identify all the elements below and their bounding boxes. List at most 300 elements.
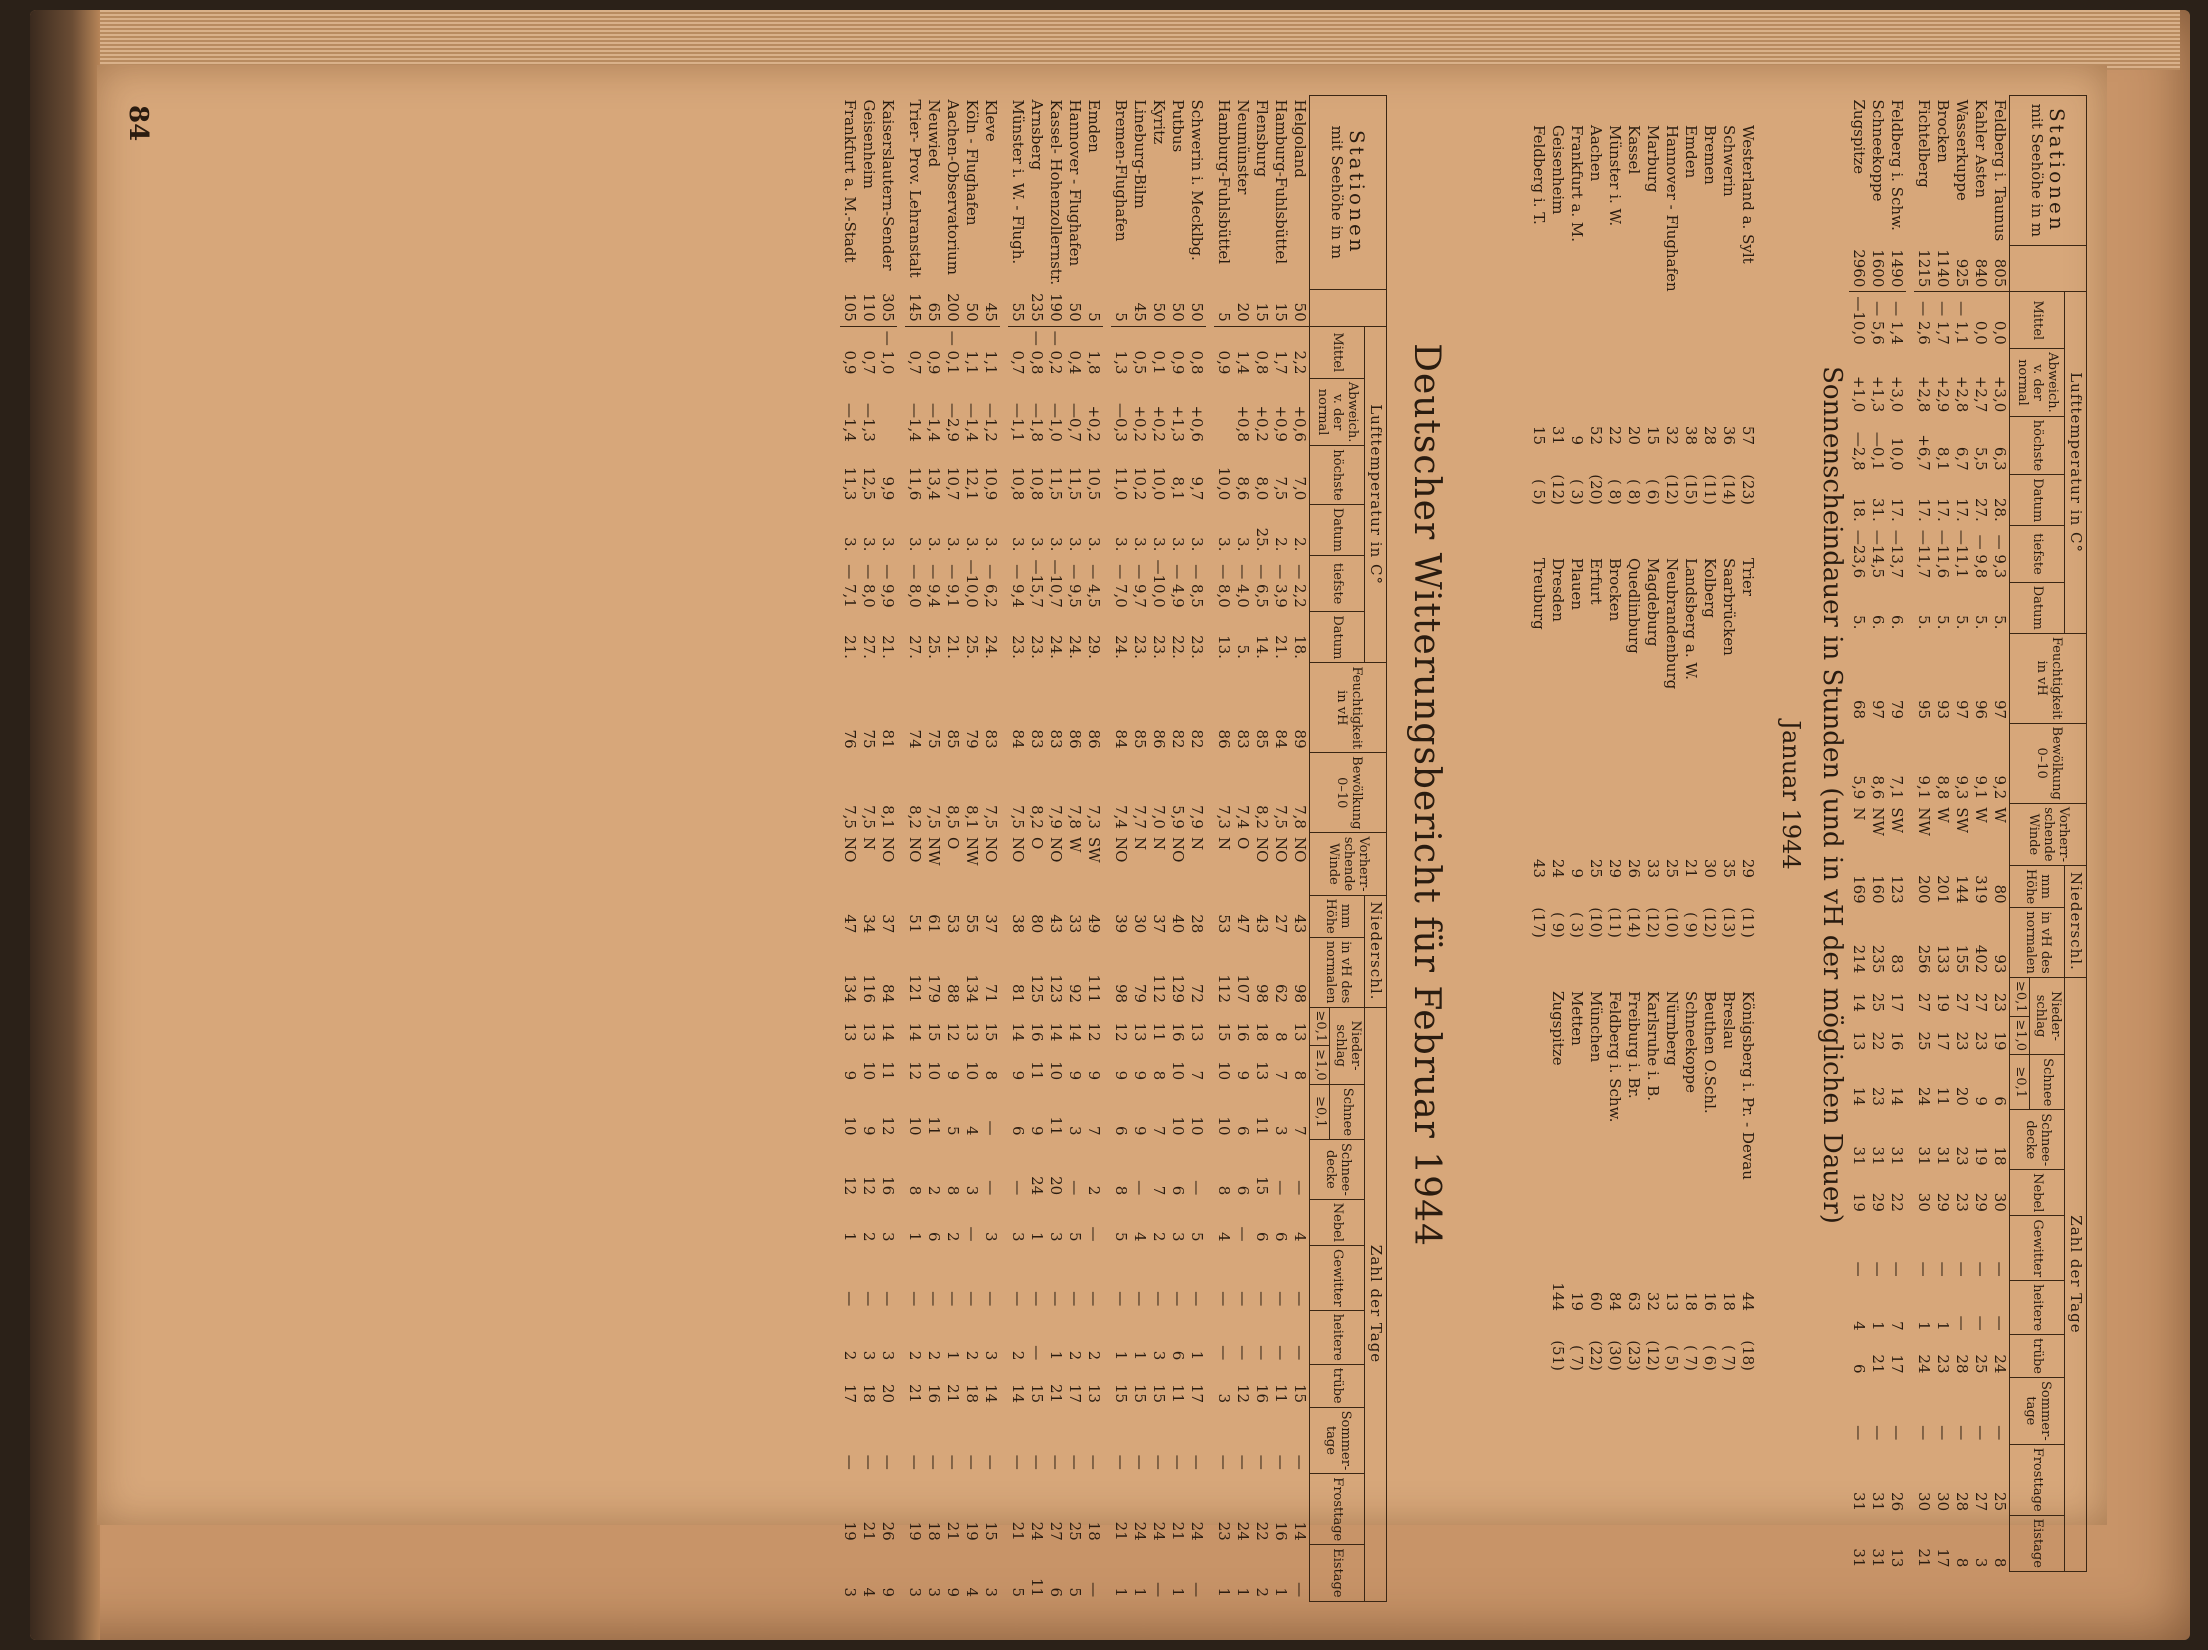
cell-eis: 3: [1971, 1557, 1990, 1568]
cell-name: Zugspitze: [1849, 99, 1868, 175]
cell-alt: 1490: [1887, 245, 1906, 292]
cell-mm: 169: [1849, 875, 1868, 904]
cell-s01: 11: [1933, 1086, 1952, 1106]
cell-cloud: 7,5: [840, 805, 859, 829]
cell-n10: 9: [1065, 1070, 1084, 1081]
cell-frost: 18: [1084, 1521, 1103, 1541]
cell-mm: 160: [1868, 875, 1887, 904]
cell-somm: —: [1271, 1454, 1290, 1470]
cell-somm: —: [840, 1454, 859, 1470]
sunshine-hours: 32: [1644, 1291, 1662, 1311]
cell-somm: —: [924, 1454, 943, 1470]
cell-maxd: 3.: [1149, 537, 1168, 552]
cell-wind: NO: [878, 836, 897, 863]
cell-n01: 18: [1252, 1022, 1271, 1042]
cell-heit: 1: [943, 1350, 962, 1361]
cell-frost: 30: [1933, 1492, 1952, 1512]
cell-n10: 7: [1187, 1070, 1206, 1081]
cell-s01: 3: [1271, 1125, 1290, 1136]
sunshine-row: [1681, 991, 1700, 1424]
sunshine-row: [1700, 558, 1719, 991]
cell-alt: 1215: [1914, 245, 1933, 292]
table-row: [1290, 96, 1310, 1602]
cell-schd: 8: [905, 1185, 924, 1196]
cell-abw: —1,3: [859, 403, 878, 442]
cell-hum: 93: [1933, 699, 1952, 720]
cell-mittel: — 2,6: [1914, 301, 1933, 345]
cell-frost: 24: [1187, 1521, 1206, 1541]
table-row: [1084, 96, 1103, 1602]
cell-n01: 13: [840, 1022, 859, 1042]
cell-alt: 65: [924, 289, 943, 326]
cell-mind: 27.: [905, 635, 924, 659]
cell-schd: —: [1008, 1180, 1027, 1196]
cell-cloud: 7,5: [924, 805, 943, 829]
cloud-header: Bewölkung 0–10: [2009, 723, 2086, 803]
sunshine-pct: (12): [1644, 1340, 1662, 1371]
cell-schd: 23: [1952, 1146, 1971, 1166]
cell-min: — 8,0: [859, 564, 878, 608]
cell-s01: 10: [1187, 1116, 1206, 1136]
cell-cloud: 8,6: [1868, 775, 1887, 800]
sunshine-row: [1529, 125, 1548, 558]
cell-gew: —: [943, 1291, 962, 1307]
cell-mittel: —10,0: [1849, 296, 1868, 345]
cell-name: Feldberg i. Taunus: [1990, 99, 2009, 242]
cell-max: 10,9: [981, 466, 1000, 501]
sunshine-pct: ( 6): [1701, 1344, 1719, 1371]
sunshine-hours: 52: [1587, 425, 1605, 445]
cell-wind: SW: [1887, 807, 1906, 834]
cell-n10: 16: [1887, 1031, 1906, 1051]
cell-abw: +2,8: [1952, 375, 1971, 413]
cell-alt: 925: [1952, 245, 1971, 292]
cell-abw: —1,4: [905, 403, 924, 442]
sunshine-row: [1548, 991, 1567, 1424]
cell-n01: 14: [1849, 992, 1868, 1012]
row-spacer: [1000, 96, 1008, 1602]
sunshine-column: [1529, 558, 1757, 991]
cell-gew: —: [1990, 1261, 2009, 1277]
cell-eis: 5: [1008, 1587, 1027, 1598]
cell-somm: —: [981, 1454, 1000, 1470]
sunshine-pct: ( 8): [1606, 478, 1624, 505]
cell-abw: +3,0: [1990, 375, 2009, 413]
cell-schd: 18: [1990, 1146, 2009, 1166]
cell-trueb: 3: [1214, 1393, 1233, 1404]
cell-nebel: 6: [924, 1231, 943, 1242]
cell-abw: +2,8: [1914, 375, 1933, 413]
cell-somm: —: [1046, 1454, 1065, 1470]
sunshine-pct: (11): [1606, 907, 1624, 938]
sunshine-name: Neubrandenburg: [1663, 558, 1681, 690]
cell-n01: 13: [1187, 1022, 1206, 1042]
cell-nebel: 2: [1149, 1231, 1168, 1242]
cell-s01: 24: [1914, 1086, 1933, 1106]
cell-frost: 26: [878, 1521, 897, 1541]
cell-hum: 75: [859, 729, 878, 749]
cell-s01: 14: [1849, 1086, 1868, 1106]
cell-schd: 12: [840, 1176, 859, 1196]
table-row: [1130, 96, 1149, 1602]
cell-abw: —1,8: [1027, 403, 1046, 442]
cell-mittel: 0,9: [1168, 350, 1187, 375]
cell-frost: 24: [1130, 1521, 1149, 1541]
sunshine-hours: 16: [1701, 1291, 1719, 1311]
cell-frost: 19: [962, 1521, 981, 1541]
cell-wind: N: [859, 836, 878, 851]
cell-frost: 21: [1008, 1521, 1027, 1541]
air-temp-header: Lufttemperatur in C°: [2064, 292, 2086, 633]
cell-maxd: 3.: [1214, 537, 1233, 552]
sunshine-name: Feldberg i. T.: [1530, 125, 1548, 225]
cell-maxd: 17.: [1914, 497, 1933, 522]
cell-cloud: 7,5: [1271, 805, 1290, 829]
sunshine-name: Trier: [1739, 558, 1757, 597]
sunshine-pct: (13): [1720, 907, 1738, 938]
cell-frost: 28: [1952, 1492, 1971, 1512]
sunshine-hours: 22: [1606, 425, 1624, 445]
cell-n01: 12: [943, 1022, 962, 1042]
cell-hum: 85: [1252, 729, 1271, 749]
cell-maxd: 2.: [1271, 537, 1290, 552]
cell-mm: 49: [1084, 914, 1103, 934]
cell-min: —10,0: [1149, 559, 1168, 608]
cell-gew: —: [840, 1291, 859, 1307]
table-row: [962, 96, 981, 1602]
sunshine-pct: ( 6): [1644, 478, 1662, 505]
cell-mm: 43: [1046, 914, 1065, 934]
cell-vh: 98: [1111, 983, 1130, 1004]
sunshine-name: Saarbrücken: [1720, 558, 1738, 656]
cell-max: 10,7: [943, 466, 962, 501]
page-number: 84: [123, 105, 153, 142]
cell-hum: 97: [1952, 699, 1971, 720]
cell-frost: 31: [1868, 1492, 1887, 1512]
cell-eis: 3: [905, 1587, 924, 1598]
cell-abw: —0,7: [1065, 403, 1084, 442]
cell-trueb: 16: [1252, 1384, 1271, 1404]
cell-wind: NO: [1252, 836, 1271, 863]
cell-name: Kleve: [981, 99, 1000, 142]
sunshine-row: [1567, 558, 1586, 991]
sunshine-pct: ( 5): [1530, 478, 1548, 505]
sunshine-month: Januar 1944: [1777, 720, 1805, 870]
sunshine-pct: (22): [1587, 1340, 1605, 1371]
cell-mittel: 0,1: [1149, 350, 1168, 375]
sunshine-row: [1586, 125, 1605, 558]
cell-min: — 7,0: [1111, 564, 1130, 608]
cell-mm: 80: [1990, 884, 2009, 904]
cell-min: — 8,5: [1187, 564, 1206, 608]
cell-mittel: 0,9: [840, 350, 859, 375]
cell-alt: 840: [1971, 245, 1990, 292]
cell-alt: 50: [1149, 289, 1168, 326]
cell-alt: 50: [1187, 289, 1206, 326]
cell-wind: NO: [1168, 836, 1187, 863]
cell-min: — 9,4: [924, 564, 943, 608]
cell-name: Lineburg-Bilm: [1130, 99, 1149, 209]
table-row: [905, 96, 924, 1602]
cell-eis: —: [1187, 1582, 1206, 1598]
cell-schd: 24: [1027, 1176, 1046, 1196]
table-row: [1111, 96, 1130, 1602]
cell-s01: 6: [1233, 1125, 1252, 1136]
cell-eis: 8: [1952, 1557, 1971, 1568]
cell-min: — 9,5: [1065, 564, 1084, 608]
cell-name: Helgoland: [1290, 99, 1309, 178]
sunshine-pct: (51): [1549, 1340, 1567, 1371]
cell-nebel: 3: [1046, 1231, 1065, 1242]
cell-abw: +0,2: [1149, 405, 1168, 442]
cell-mm: 319: [1971, 875, 1990, 904]
cell-min: —11,7: [1914, 529, 1933, 579]
cell-n10: 10: [1046, 1061, 1065, 1081]
sunshine-row: [1681, 125, 1700, 558]
cell-trueb: 14: [981, 1384, 1000, 1404]
cell-trueb: 21: [1868, 1354, 1887, 1374]
cell-max: 13,4: [924, 466, 943, 501]
cell-hum: 82: [1168, 729, 1187, 749]
cell-alt: 1140: [1933, 245, 1952, 292]
cell-somm: —: [878, 1454, 897, 1470]
cell-eis: 9: [878, 1587, 897, 1598]
cell-name: Münster i. W. - Flugh.: [1008, 99, 1027, 265]
cell-gew: —: [859, 1291, 878, 1307]
cell-min: —14,5: [1868, 529, 1887, 579]
cell-n01: 23: [1990, 992, 2009, 1012]
cell-heit: 1: [1187, 1350, 1206, 1361]
sunshine-hours: 29: [1739, 858, 1757, 878]
sunshine-name: Brocken: [1606, 558, 1624, 622]
sunshine-pct: ( 3): [1568, 478, 1586, 505]
cell-somm: —: [1008, 1454, 1027, 1470]
cell-somm: —: [1933, 1425, 1952, 1441]
cell-max: 10,8: [1008, 466, 1027, 501]
cell-max: 8,6: [1233, 476, 1252, 501]
cell-mittel: — 1,0: [878, 330, 897, 375]
cell-nebel: 29: [1971, 1192, 1990, 1212]
cell-max: 5,5: [1971, 446, 1990, 471]
cell-heit: —: [1952, 1315, 1971, 1331]
cell-s01: 11: [1252, 1116, 1271, 1136]
cell-alt: 200: [943, 289, 962, 326]
cell-vh: 134: [840, 974, 859, 1004]
cell-mittel: — 0,2: [1046, 330, 1065, 375]
cell-nebel: —: [1233, 1226, 1252, 1242]
cell-vh: 123: [1046, 974, 1065, 1004]
cell-alt: 105: [840, 289, 859, 326]
sunshine-name: Zugspitze: [1549, 991, 1567, 1066]
cell-cloud: 8,5: [943, 805, 962, 829]
cell-wind: NW: [962, 836, 981, 866]
cell-n01: 16: [1168, 1022, 1187, 1042]
cell-nebel: —: [1084, 1226, 1103, 1242]
sunshine-pct: (11): [1739, 907, 1757, 938]
cell-nebel: 30: [1990, 1192, 2009, 1212]
cell-mittel: 1,7: [1271, 350, 1290, 375]
sunshine-hours: 24: [1549, 858, 1567, 878]
cell-mind: 21.: [943, 635, 962, 659]
sunshine-pct: ( 9): [1549, 911, 1567, 938]
cell-vh: 112: [1214, 974, 1233, 1004]
cell-gew: —: [1130, 1291, 1149, 1307]
cell-maxd: 3.: [1168, 537, 1187, 552]
cell-wind: N: [1214, 836, 1233, 851]
cell-max: 9,9: [878, 476, 897, 501]
cell-hum: 84: [1271, 729, 1290, 749]
cell-maxd: 17.: [1952, 497, 1971, 522]
cell-eis: 17: [1933, 1548, 1952, 1568]
cell-nebel: 6: [1252, 1231, 1271, 1242]
table-row: [1914, 96, 1933, 1572]
cell-heit: 6: [1168, 1350, 1187, 1361]
cell-heit: —: [1233, 1345, 1252, 1361]
cell-frost: 21: [1168, 1521, 1187, 1541]
sunshine-row: [1662, 125, 1681, 558]
cell-min: — 9,3: [1990, 534, 2009, 579]
cell-mind: 23.: [1149, 635, 1168, 659]
cell-abw: —1,0: [1046, 403, 1065, 442]
cell-n10: 9: [1084, 1070, 1103, 1081]
cell-mittel: 0,8: [1252, 350, 1271, 375]
cell-nebel: 3: [878, 1231, 897, 1242]
cell-mittel: — 0,8: [1027, 330, 1046, 375]
cell-wind: N: [1849, 807, 1868, 821]
cell-s01: 11: [924, 1116, 943, 1136]
cell-nebel: 30: [1914, 1192, 1933, 1212]
cell-gew: —: [1027, 1291, 1046, 1307]
cell-max: 12,5: [859, 466, 878, 501]
cell-mind: 27.: [859, 635, 878, 659]
cell-name: Schneekoppe: [1868, 99, 1887, 202]
cell-hum: 84: [1008, 729, 1027, 749]
cell-nebel: 6: [1271, 1231, 1290, 1242]
cell-eis: 2: [1252, 1587, 1271, 1598]
cell-nebel: 19: [1849, 1192, 1868, 1212]
cell-frost: 18: [924, 1521, 943, 1541]
cell-n01: 14: [905, 1022, 924, 1042]
cell-mm: 43: [1290, 914, 1309, 934]
cell-trueb: 18: [859, 1384, 878, 1404]
cell-gew: —: [905, 1291, 924, 1307]
cell-vh: 71: [981, 983, 1000, 1004]
sunshine-pct: ( 8): [1625, 478, 1643, 505]
cell-hum: 79: [1887, 699, 1906, 720]
cell-n10: 9: [1233, 1070, 1252, 1081]
cell-trueb: 14: [1008, 1384, 1027, 1404]
cell-trueb: 24: [1914, 1354, 1933, 1374]
cell-max: 10,0: [1214, 466, 1233, 501]
table-row: [981, 96, 1000, 1602]
cell-schd: 8: [943, 1185, 962, 1196]
sunshine-title: Sonnenscheindauer in Stunden (und in vH der möglichen Dauer): [1817, 366, 1847, 1224]
sunshine-hours: 15: [1530, 425, 1548, 445]
cell-wind: NO: [1111, 836, 1130, 863]
cell-s01: 6: [1990, 1096, 2009, 1106]
cell-max: 10,8: [1027, 466, 1046, 501]
cell-name: Trier- Prov. Lehranstalt: [905, 99, 924, 278]
cell-mm: 123: [1887, 875, 1906, 904]
cell-wind: W: [1065, 836, 1084, 853]
cell-maxd: 3.: [1084, 537, 1103, 552]
cell-mind: 13.: [1214, 635, 1233, 659]
cell-trueb: 17: [840, 1384, 859, 1404]
cell-frost: 19: [905, 1521, 924, 1541]
sunshine-pct: (12): [1701, 907, 1719, 938]
cell-max: 9,7: [1187, 476, 1206, 501]
cell-name: Fichtelberg: [1914, 99, 1933, 188]
cell-hum: 89: [1290, 729, 1309, 749]
cell-heit: 1: [1933, 1321, 1952, 1331]
cell-mind: 14.: [1252, 635, 1271, 659]
cell-n10: 8: [981, 1070, 1000, 1081]
cell-cloud: 9,3: [1952, 775, 1971, 800]
cell-max: 7,5: [1271, 476, 1290, 501]
cell-abw: +2,7: [1971, 375, 1990, 413]
cell-trueb: 17: [1887, 1354, 1906, 1374]
cell-min: —13,7: [1887, 529, 1906, 579]
cell-mind: 22.: [1168, 635, 1187, 659]
cell-gew: —: [1233, 1291, 1252, 1307]
report-title: Deutscher Witterungsbericht für Februar 1944: [1406, 343, 1447, 1247]
sunshine-row: [1719, 991, 1738, 1424]
cell-hum: 83: [1027, 729, 1046, 749]
cell-min: —11,6: [1933, 529, 1952, 579]
cell-max: 10,0: [1149, 466, 1168, 501]
precip-header: Niederschl.: [2064, 865, 2086, 977]
printed-page: [97, 65, 2107, 1598]
cell-s01: 5: [943, 1125, 962, 1136]
cell-name: Putbus: [1168, 99, 1187, 153]
sunshine-hours: 25: [1663, 858, 1681, 878]
cell-vh: 179: [924, 974, 943, 1004]
sunshine-hours: 21: [1682, 858, 1700, 878]
cell-mittel: 2,2: [1290, 350, 1309, 375]
sunshine-name: Schwerin: [1720, 125, 1738, 197]
table-row: [878, 96, 897, 1602]
cell-name: Köln - Flughafen: [962, 99, 981, 226]
cell-alt: 50: [962, 289, 981, 326]
cell-eis: 8: [1990, 1557, 2009, 1568]
cell-gew: —: [1111, 1291, 1130, 1307]
cell-n01: 14: [1046, 1022, 1065, 1042]
cell-eis: 3: [840, 1587, 859, 1598]
cell-schd: —: [1130, 1180, 1149, 1196]
cell-maxd: 3.: [840, 537, 859, 552]
cell-schd: 6: [1233, 1185, 1252, 1196]
cell-vh: 88: [943, 983, 962, 1004]
cell-name: Schwerin i. Mecklbg.: [1187, 99, 1206, 261]
table-row: [1065, 96, 1084, 1602]
sunshine-row: [1700, 991, 1719, 1424]
table-row: [1008, 96, 1027, 1602]
cell-alt: 15: [1271, 289, 1290, 326]
cell-mind: 21.: [878, 635, 897, 659]
cell-somm: —: [1168, 1454, 1187, 1470]
cell-hum: 85: [1130, 729, 1149, 749]
table-row: [1214, 96, 1233, 1602]
sunshine-name: Marburg: [1644, 125, 1662, 193]
table-row: [924, 96, 943, 1602]
sunshine-column: [1529, 125, 1757, 558]
cell-max: 10,2: [1130, 466, 1149, 501]
sunshine-hours: 57: [1739, 425, 1757, 445]
cell-heit: —: [1027, 1345, 1046, 1361]
cell-gew: —: [1149, 1291, 1168, 1307]
cell-wind: W: [1933, 807, 1952, 823]
cell-maxd: 3.: [924, 537, 943, 552]
